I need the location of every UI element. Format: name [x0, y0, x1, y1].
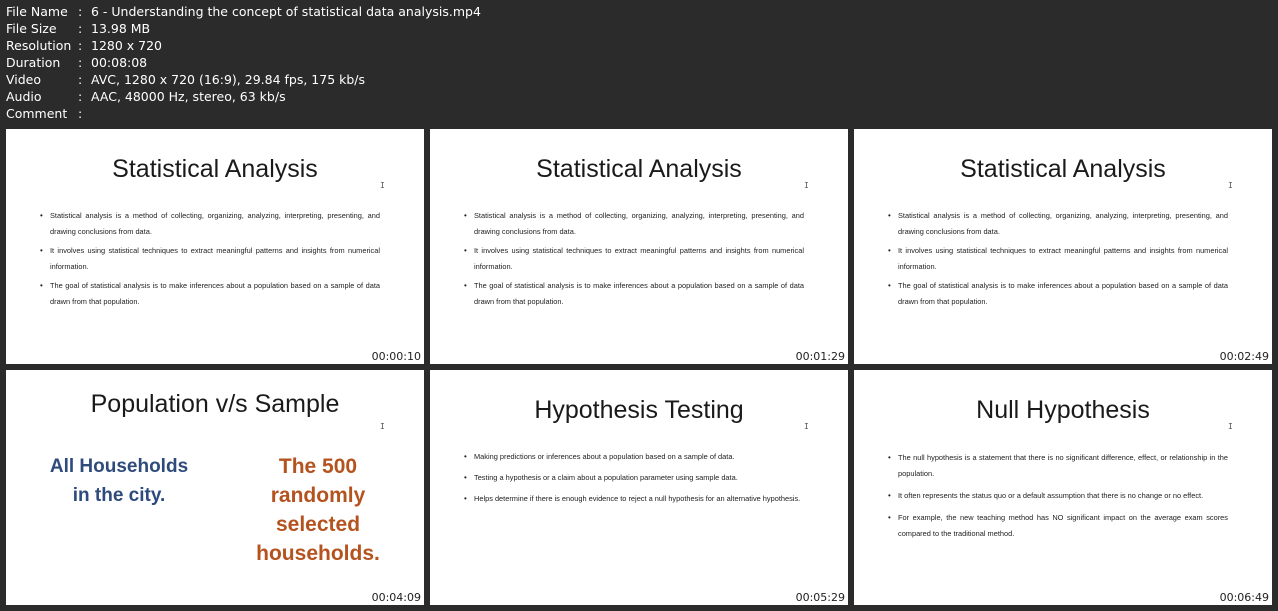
meta-key: Audio	[6, 89, 42, 104]
thumbnail-frame[interactable]	[6, 370, 424, 605]
meta-key: Duration	[6, 55, 61, 70]
meta-value: AAC, 48000 Hz, stereo, 63 kb/s	[91, 89, 286, 104]
bullet-item: • Statistical analysis is a method of collecting, organizing, analyzing, interpreting, presenting, and drawing conclusions from data.	[474, 208, 804, 239]
text-cursor-icon: I	[804, 422, 809, 431]
meta-separator: :	[78, 55, 83, 70]
meta-row-audio	[6, 88, 481, 105]
bullet-item: • Testing a hypothesis or a claim about a population parameter using sample data.	[474, 471, 804, 485]
timestamp: 00:06:49	[1219, 591, 1269, 604]
thumbnail-frame[interactable]	[854, 370, 1272, 605]
meta-key: Resolution	[6, 38, 72, 53]
meta-row-resolution	[6, 37, 481, 54]
text-cursor-icon: I	[380, 422, 385, 431]
slide-title: Statistical Analysis	[536, 155, 742, 183]
meta-row-file-name	[6, 3, 481, 20]
meta-key: Comment	[6, 106, 68, 121]
bullet-item: • Statistical analysis is a method of collecting, organizing, analyzing, interpreting, presenting, and drawing conclusions from data.	[898, 208, 1228, 239]
bullet-item: • The goal of statistical analysis is to make inferences about a population based on a sample of data drawn from that population.	[474, 278, 804, 309]
meta-row-comment	[6, 105, 481, 122]
bullet-item: • The null hypothesis is a statement that there is no significant difference, effect, or relationship in the population.	[898, 450, 1228, 482]
meta-separator: :	[78, 89, 83, 104]
meta-value: 00:08:08	[91, 55, 148, 70]
meta-separator: :	[78, 72, 83, 87]
meta-key: File Size	[6, 21, 57, 36]
slide-bullets	[898, 450, 1228, 546]
text-cursor-icon: I	[804, 181, 809, 190]
meta-value: 6 - Understanding the concept of statistical data analysis.mp4	[91, 4, 481, 19]
file-metadata	[6, 3, 481, 122]
meta-value: AVC, 1280 x 720 (16:9), 29.84 fps, 175 kb/s	[91, 72, 366, 87]
meta-separator: :	[78, 38, 83, 53]
population-label: All Households in the city.	[49, 456, 189, 506]
slide-bullets	[50, 208, 380, 313]
bullet-item: • Making predictions or inferences about a population based on a sample of data.	[474, 450, 804, 464]
meta-row-video	[6, 71, 481, 88]
slide-bullets	[898, 208, 1228, 313]
bullet-item: • The goal of statistical analysis is to make inferences about a population based on a sample of data drawn from that population.	[50, 278, 380, 309]
bullet-item: • Helps determine if there is enough evidence to reject a null hypothesis for an alternative hypothesis.	[474, 492, 804, 506]
bullet-item: • For example, the new teaching method has NO significant impact on the average exam scores compared to the traditional method.	[898, 510, 1228, 542]
bullet-item: • It involves using statistical techniques to extract meaningful patterns and insights from numerical information.	[474, 243, 804, 274]
slide-title: Null Hypothesis	[976, 396, 1150, 424]
bullet-item: • It often represents the status quo or a default assumption that there is no change or no effect.	[898, 488, 1228, 504]
meta-key: Video	[6, 72, 42, 87]
bullet-item: • It involves using statistical techniques to extract meaningful patterns and insights from numerical information.	[898, 243, 1228, 274]
bullet-item: • It involves using statistical techniques to extract meaningful patterns and insights from numerical information.	[50, 243, 380, 274]
meta-key: File Name	[6, 4, 68, 19]
slide-title: Hypothesis Testing	[534, 396, 744, 424]
bullet-item: • The goal of statistical analysis is to make inferences about a population based on a sample of data drawn from that population.	[898, 278, 1228, 309]
slide-title: Statistical Analysis	[112, 155, 318, 183]
meta-row-duration	[6, 54, 481, 71]
bullet-item: • Statistical analysis is a method of collecting, organizing, analyzing, interpreting, presenting, and drawing conclusions from data.	[50, 208, 380, 239]
meta-separator: :	[78, 4, 83, 19]
slide-title: Statistical Analysis	[960, 155, 1166, 183]
timestamp: 00:04:09	[371, 591, 421, 604]
meta-row-file-size	[6, 20, 481, 37]
text-cursor-icon: I	[1228, 422, 1233, 431]
thumbnail-frame[interactable]	[430, 370, 848, 605]
timestamp: 00:05:29	[795, 591, 845, 604]
meta-separator: :	[78, 106, 83, 121]
thumbnail-frame[interactable]	[6, 129, 424, 364]
sample-label: The 500 randomly selected households.	[256, 455, 380, 565]
meta-value: 1280 x 720	[91, 38, 163, 53]
slide-bullets	[474, 208, 804, 313]
meta-separator: :	[78, 21, 83, 36]
meta-value: 13.98 MB	[91, 21, 151, 36]
text-cursor-icon: I	[380, 181, 385, 190]
slide-bullets	[474, 450, 804, 510]
timestamp: 00:00:10	[371, 350, 421, 363]
text-cursor-icon: I	[1228, 181, 1233, 190]
thumbnail-frame[interactable]	[854, 129, 1272, 364]
thumbnail-grid	[6, 129, 1272, 605]
timestamp: 00:02:49	[1219, 350, 1269, 363]
slide-title: Population v/s Sample	[90, 390, 340, 418]
thumbnail-frame[interactable]	[430, 129, 848, 364]
timestamp: 00:01:29	[795, 350, 845, 363]
